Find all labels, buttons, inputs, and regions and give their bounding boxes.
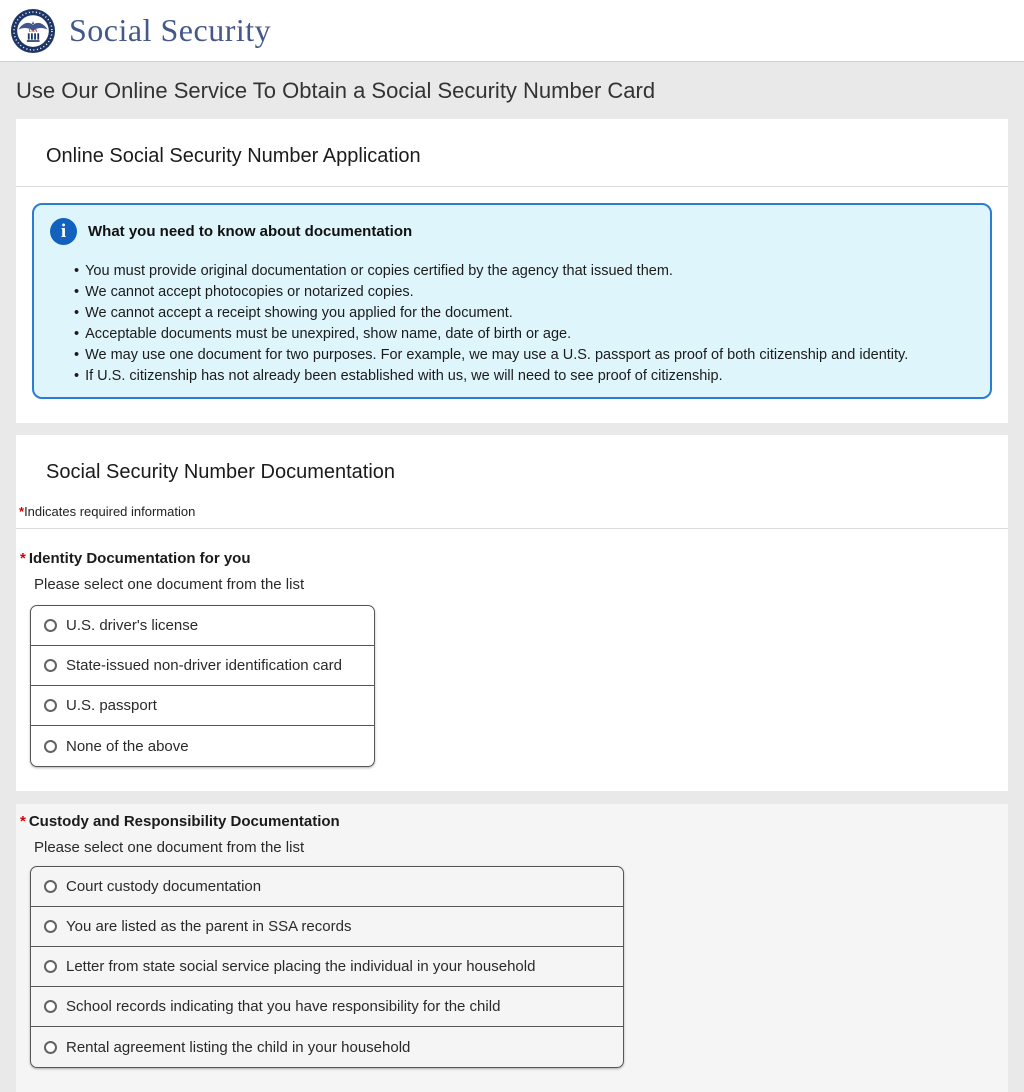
custody-options-list (30, 866, 624, 1068)
required-note: *Indicates required information (19, 504, 196, 519)
required-asterisk: * (20, 550, 26, 567)
radio-button-icon[interactable] (44, 1000, 57, 1013)
identity-option-row[interactable] (31, 726, 374, 766)
required-asterisk: * (20, 813, 26, 830)
info-bullet: • You must provide original documentation or copies certified by the agency that issued them. (74, 261, 974, 282)
option-label: Rental agreement listing the child in your household (66, 1038, 411, 1056)
info-bullet: • We cannot accept a receipt showing you applied for the document. (74, 303, 974, 324)
custody-option-row[interactable] (31, 907, 623, 947)
option-label: U.S. driver's license (66, 617, 199, 634)
identity-field-hint: Please select one document from the list (34, 576, 305, 593)
custody-option-row[interactable] (31, 867, 623, 907)
radio-button-icon[interactable] (44, 960, 57, 973)
radio-button-icon[interactable] (44, 880, 57, 893)
info-bullet: • If U.S. citizenship has not already been established with us, we will need to see proof of citizenship. (74, 366, 974, 387)
info-bullet: • Acceptable documents must be unexpired, show name, date of birth or age. (74, 324, 974, 345)
application-card-title: Online Social Security Number Application (46, 145, 421, 167)
brand-title: Social Security (69, 12, 272, 48)
info-bullet: • We may use one document for two purposes. For example, we may use a U.S. passport as proof of both citizenship and identity. (74, 345, 974, 366)
identity-field-label: * Identity Documentation for you (20, 550, 251, 567)
site-header (0, 0, 1024, 62)
custody-option-row[interactable] (31, 1027, 623, 1067)
identity-option-row[interactable] (31, 686, 374, 726)
custody-option-row[interactable] (31, 987, 623, 1027)
required-asterisk: * (19, 504, 25, 519)
custody-option-row[interactable] (31, 947, 623, 987)
documentation-info-box (32, 203, 992, 399)
info-box-title: What you need to know about documentation (88, 223, 413, 240)
ssn-documentation-card (16, 435, 1008, 791)
custody-field-hint: Please select one document from the list (34, 839, 305, 856)
radio-button-icon[interactable] (44, 619, 57, 632)
custody-field-label: * Custody and Responsibility Documentation (20, 813, 340, 830)
radio-button-icon[interactable] (44, 740, 57, 753)
option-label: State-issued non-driver identification card (66, 657, 342, 674)
custody-documentation-card (16, 804, 1008, 1092)
identity-options-list (30, 605, 375, 767)
radio-button-icon[interactable] (44, 659, 57, 672)
identity-documentation-field (16, 529, 1008, 791)
option-label: U.S. passport (66, 697, 157, 714)
identity-option-row[interactable] (31, 606, 374, 646)
option-label: You are listed as the parent in SSA records (66, 918, 352, 935)
seal-usa-text: USA (28, 27, 38, 33)
page-title: Use Our Online Service To Obtain a Social Security Number Card (16, 78, 656, 103)
radio-button-icon[interactable] (44, 920, 57, 933)
radio-button-icon[interactable] (44, 1041, 57, 1054)
info-icon: i (50, 218, 77, 245)
option-label: School records indicating that you have responsibility for the child (66, 998, 501, 1015)
custody-documentation-field (16, 804, 1008, 1092)
option-label: Letter from state social service placing the individual in your household (66, 958, 536, 975)
ssa-seal-icon (10, 8, 56, 54)
option-label: None of the above (66, 737, 189, 755)
info-bullet: • We cannot accept photocopies or notarized copies. (74, 282, 974, 303)
application-card (16, 119, 1008, 423)
ssn-documentation-title: Social Security Number Documentation (46, 461, 396, 483)
info-bullet-list (74, 261, 974, 387)
identity-option-row[interactable] (31, 646, 374, 686)
option-label: Court custody documentation (66, 878, 262, 895)
radio-button-icon[interactable] (44, 699, 57, 712)
